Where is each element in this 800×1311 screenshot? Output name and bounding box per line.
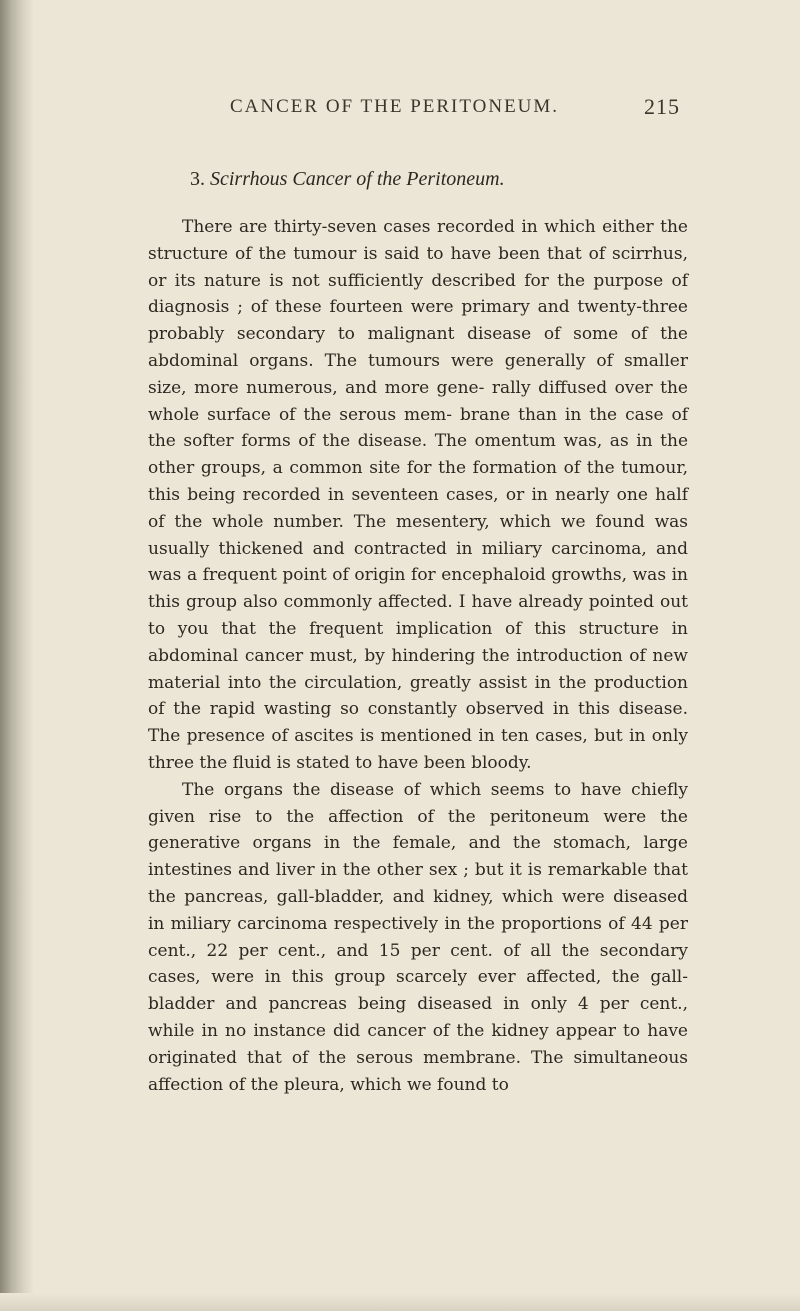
running-title: CANCER OF THE PERITONEUM. — [230, 96, 560, 117]
section-heading — [190, 168, 505, 191]
page-number: 215 — [644, 94, 680, 119]
running-header — [230, 96, 680, 126]
section-title: Scirrhous Cancer of the Peritoneum. — [210, 168, 505, 190]
section-number: 3. — [190, 168, 205, 190]
paragraph: The organs the disease of which seems to have chiefly given rise to the affection of the peritoneum were the generative organs in the female, and the stomach, large intestines and liver in the other sex ; but it is remarkable that the pancreas, gall-bladder, and kidney, which were diseased in miliary carcinoma respectively in the proportions of 44 per cent., 22 per cent., and 15 per cent. of all the secondary cases, were in this group scarcely ever affected, the gall-bladder and pancreas being diseased in only 4 per cent., while in no instance did cancer of the kidney appear to have originated that of the serous membrane. The simultaneous affection of the pleura, which we found to — [148, 779, 688, 1095]
page-bottom-edge — [0, 1293, 800, 1311]
page-binding-shadow — [0, 0, 34, 1311]
body-text — [148, 214, 688, 1098]
paragraph: There are thirty-seven cases recorded in which either the structure of the tumour is said to have been that of scirrhus, or its nature is not sufficiently described for the purpose of diagnosis ; of these fourteen were primary and twenty-three probably secondary to malignant disease of some of the abdominal organs. The tumours were generally of smaller size, more numerous, and more gene- rally diffused over the whole surface of the serous mem- brane than in the case of the softer forms of the disease. The omentum was, as in the other groups, a common site for the formation of the tumour, this being recorded in seventeen cases, or in nearly one half of the whole number. The mesentery, which we found was usually thickened and contracted in miliary carcinoma, and was a frequent point of origin for encephaloid growths, was in this group also commonly affected. I have already pointed out to you that the frequent implication of this structure in abdominal cancer must, by hindering the introduction of new material into the circulation, greatly assist in the production of the rapid wasting so constantly observed in this disease. The presence of ascites is mentioned in ten cases, but in only three the fluid is stated to have been bloody. — [148, 217, 688, 773]
